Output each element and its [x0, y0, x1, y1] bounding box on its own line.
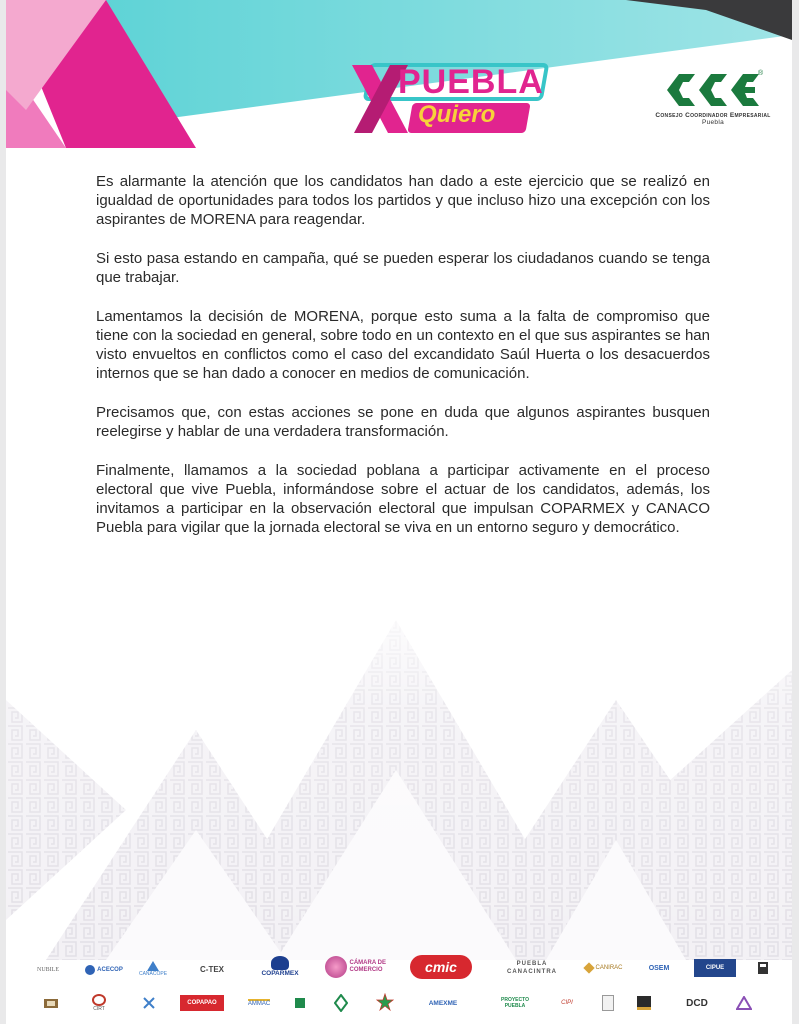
- sponsor-logo-canacope: CANACOPE: [136, 957, 170, 981]
- sponsor-logo-nubile: NUBILE: [37, 967, 59, 973]
- background-pattern: [6, 580, 792, 960]
- sponsor-logo-ampi: [40, 995, 62, 1011]
- sponsor-logo-star: [140, 995, 158, 1011]
- sponsor-logo-canirac: CANIRAC: [584, 961, 624, 975]
- sponsor-logo-camara-comercio: CÁMARA DE COMERCIO: [322, 953, 398, 981]
- sponsor-logo-grey-doc: [600, 993, 616, 1013]
- paragraph: Precisamos que, con estas acciones se pone en duda que algunos aspirantes busquen reelegirse y hablar de una verdadera transformación.: [96, 404, 710, 440]
- sponsor-logo-green-square: [292, 995, 308, 1011]
- paragraph: Es alarmante la atención que los candidatos han dado a este ejercicio que se realizó en igualdad de oportunidades para todos los partidos y que incluso hizo una excepción con los aspirantes de MORENA para reagendar.: [96, 173, 710, 228]
- paragraph: Si esto pasa estando en campaña, qué se pueden esperar los ciudadanos cuando se tenga que trabajar.: [96, 250, 710, 286]
- sponsor-logo-ammac: AMMAC: [247, 1001, 271, 1007]
- statement-body: [96, 172, 710, 557]
- document-page: [6, 0, 792, 1024]
- cce-logo: ® Consejo Coordinador Empresarial Puebla: [655, 70, 771, 126]
- sponsor-logo-copapao: COPAPAO: [180, 995, 224, 1011]
- sponsor-logo-amexme: AMEXME: [428, 999, 458, 1007]
- paragraph: Finalmente, llamamos a la sociedad poblana a participar activamente en el proceso electoral que vive Puebla, informándose sobre el actuar de los candidatos, además, los invitamos a participar en la observación electoral que impulsan COPARMEX y CANACO Puebla para vigilar que la jornada electoral se viva en un entorno seguro y democrático.: [96, 462, 710, 536]
- sponsor-logo-coparmex: COPARMEX: [252, 951, 308, 981]
- sponsor-logo-osem: OSEM: [648, 964, 670, 972]
- sponsor-logo-dcd: DCD: [686, 997, 708, 1009]
- x-puebla-quiero-logo: PUEBLA Quiero: [346, 55, 556, 145]
- sponsor-logo-star-green: [374, 991, 396, 1013]
- sponsor-logo-cipi: CIPI: [561, 1000, 573, 1006]
- sponsor-logos: [6, 945, 792, 1024]
- sponsor-logo-proyecto-puebla: PROYECTO PUEBLA: [501, 997, 529, 1009]
- sponsor-logo-cirt: CIRT: [84, 991, 114, 1015]
- sponsor-logo-cmic: cmic: [410, 955, 472, 979]
- sponsor-logo-ctex: C-TEX: [200, 964, 224, 974]
- sponsor-logo-canacintra: PUEBLA CANACINTRA: [507, 961, 557, 975]
- sponsor-logo-dark-square: [634, 993, 654, 1013]
- sponsor-logo-triangle: [734, 993, 754, 1013]
- paragraph: Lamentamos la decisión de MORENA, porque esto suma a la falta de compromiso que tiene con la sociedad en general, sobre todo en un contexto en el que sus aspirantes se han visto envueltos en conflictos como el caso del excandidato Saúl Huerta o los desacuerdos internos que se han dado a conocer en medios de comunicación.: [96, 308, 710, 382]
- sponsor-logo-emblem: [754, 959, 772, 977]
- sponsor-logo-cipue: CIPUE: [694, 959, 736, 977]
- sponsor-logo-canaco-small: [332, 993, 350, 1013]
- sponsor-logo-acecop: ACECOP: [82, 963, 126, 977]
